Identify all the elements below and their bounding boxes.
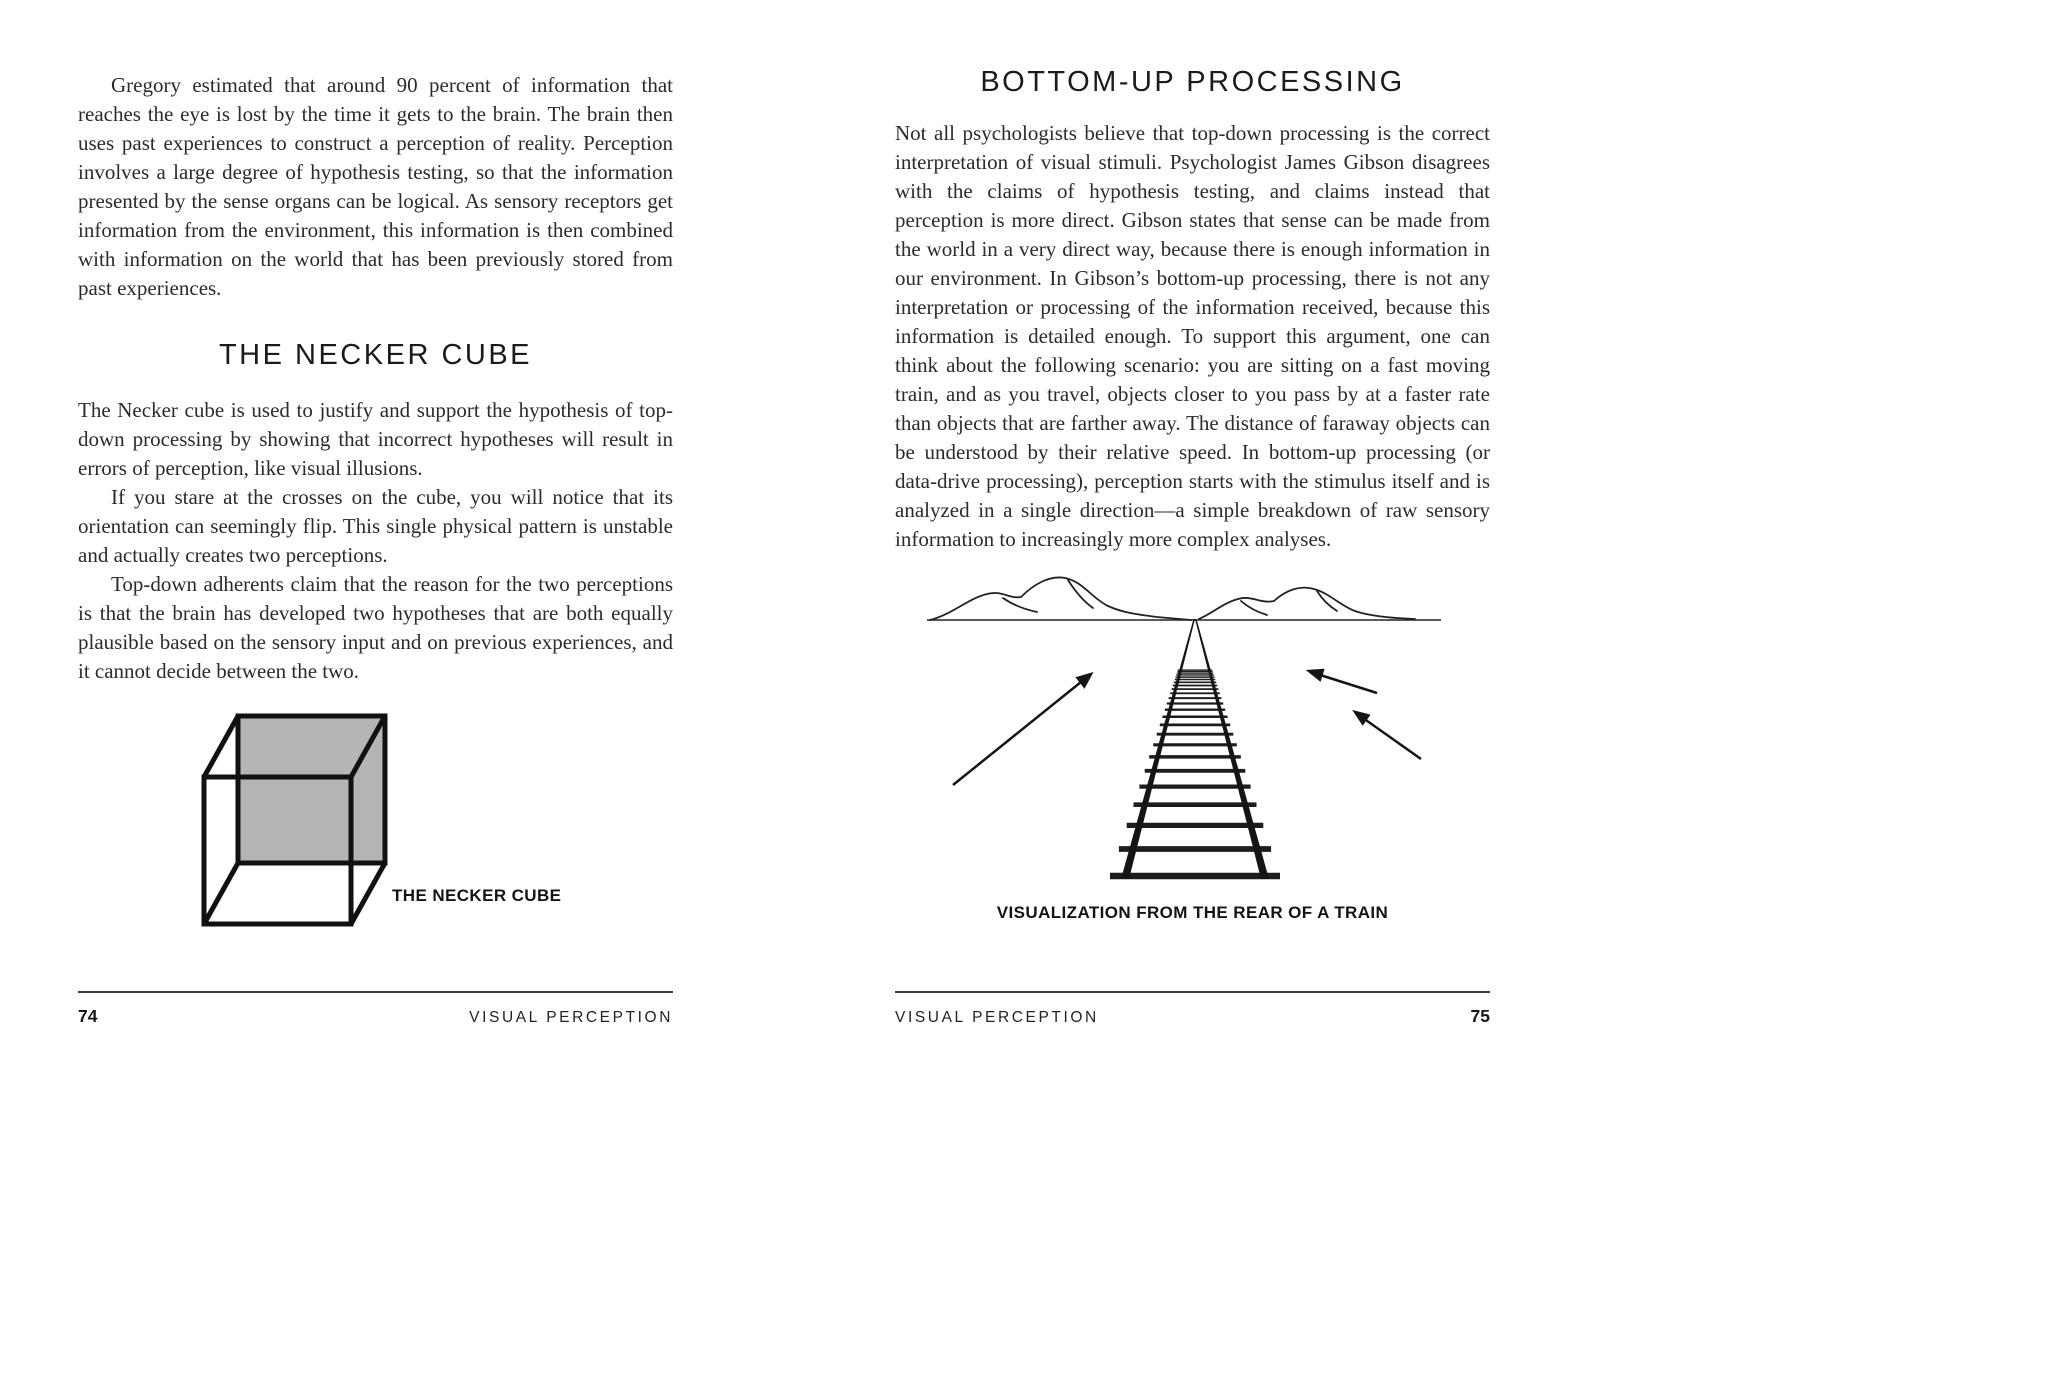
right-footer xyxy=(895,1006,1490,1027)
motion-arrows xyxy=(953,670,1421,785)
intro-paragraph: Gregory estimated that around 90 percent of information that reaches the eye is lost by the time it gets to the brain. The brain then uses past experiences to construct a perception of reality. Perception involves a large degree of hypothesis testing, so that the information presented by the sense organs can be logical. As sensory receptors get information from the environment, this information is then combined with information on the world that has been previously stored from past experiences. xyxy=(78,73,673,300)
necker-paragraph-3: Top-down adherents claim that the reason for the two perceptions is that the brain has developed two hypotheses that are both equally plausible based on the sensory input and on previous experiences, and it cannot decide between the two. xyxy=(78,572,673,683)
necker-cube-caption: THE NECKER CUBE xyxy=(392,886,562,905)
bottom-up-paragraph: Not all psychologists believe that top-down processing is the correct interpretation of visual stimuli. Psychologist James Gibson disagrees with the claims of hypothesis testing, and claims instead that perception is more direct. Gibson states that sense can be made from the world in a very direct way, because there is enough information in our environment. In Gibson’s bottom-up processing, there is not any interpretation or processing of the information received, because this information is detailed enough. To support this argument, one can think about the following scenario: you are sitting on a fast moving train, and as you travel, objects closer to you pass by at a faster rate than objects that are farther away. The distance of faraway objects can be understood by their relative speed. In bottom-up processing (or data-drive processing), perception starts with the stimulus itself and is analyzed in a single direction—a simple breakdown of raw sensory information to increasingly more complex analyses. xyxy=(895,121,1490,551)
arrow-left-long-icon xyxy=(953,674,1091,785)
rails xyxy=(1121,619,1269,879)
arrow-right-upper-icon xyxy=(1309,670,1377,693)
necker-paragraph-2: If you stare at the crosses on the cube, you will notice that its orientation can seemingly flip. This single physical pattern is unstable and actually creates two perceptions. xyxy=(78,485,673,567)
mountains-right xyxy=(1199,588,1415,619)
arrow-right-lower-icon xyxy=(1355,712,1421,759)
right-footer-rule xyxy=(895,991,1490,993)
heading-the-necker-cube: THE NECKER CUBE xyxy=(218,339,533,371)
train-figure-caption: VISUALIZATION FROM THE REAR OF A TRAIN xyxy=(996,903,1389,922)
right-running-title: VISUAL PERCEPTION xyxy=(895,1009,1099,1026)
necker-paragraph-1: The Necker cube is used to justify and support the hypothesis of top-down processing by showing that incorrect hypotheses will result in errors of perception, like visual illusions. xyxy=(78,398,673,480)
left-running-title: VISUAL PERCEPTION xyxy=(469,1009,673,1026)
right-text-column xyxy=(895,66,1490,554)
right-page-number: 75 xyxy=(1470,1006,1490,1026)
train-tracks-svg xyxy=(905,563,1465,893)
heading-bottom-up-processing: BOTTOM-UP PROCESSING xyxy=(980,66,1405,98)
train-tracks-illustration xyxy=(905,563,1465,893)
mountains-left xyxy=(930,577,1191,620)
left-page-number: 74 xyxy=(78,1006,98,1026)
